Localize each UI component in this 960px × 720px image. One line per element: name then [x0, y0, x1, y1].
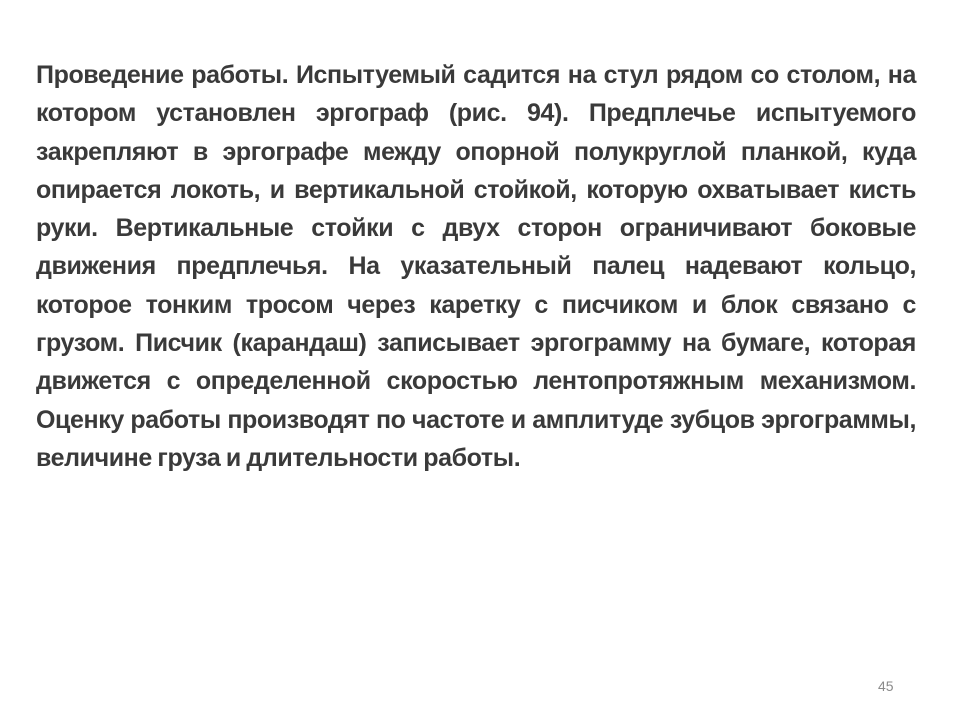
- page-number: 45: [878, 678, 894, 694]
- slide-body-text: Проведение работы. Испытуемый садится на стул рядом со столом, на котором установлен эргограф (рис. 94). Предплечье испытуемого закрепляют в эргографе между опорной полукруглой планкой, куда опирается локоть, и вертикальной стойкой, которую охватывает кисть руки. Вертикальные стойки с двух сторон ограничивают боковые движения предплечья. На указательный палец надевают кольцо, которое тонким тросом через каретку с писчиком и блок связано с грузом. Писчик (карандаш) записывает эргограмму на бумаге, которая движется с определенной скоростью лентопротяжным механизмом. Оценку работы производят по частоте и амплитуде зубцов эргограммы, величине груза и длительности работы.: [36, 61, 916, 472]
